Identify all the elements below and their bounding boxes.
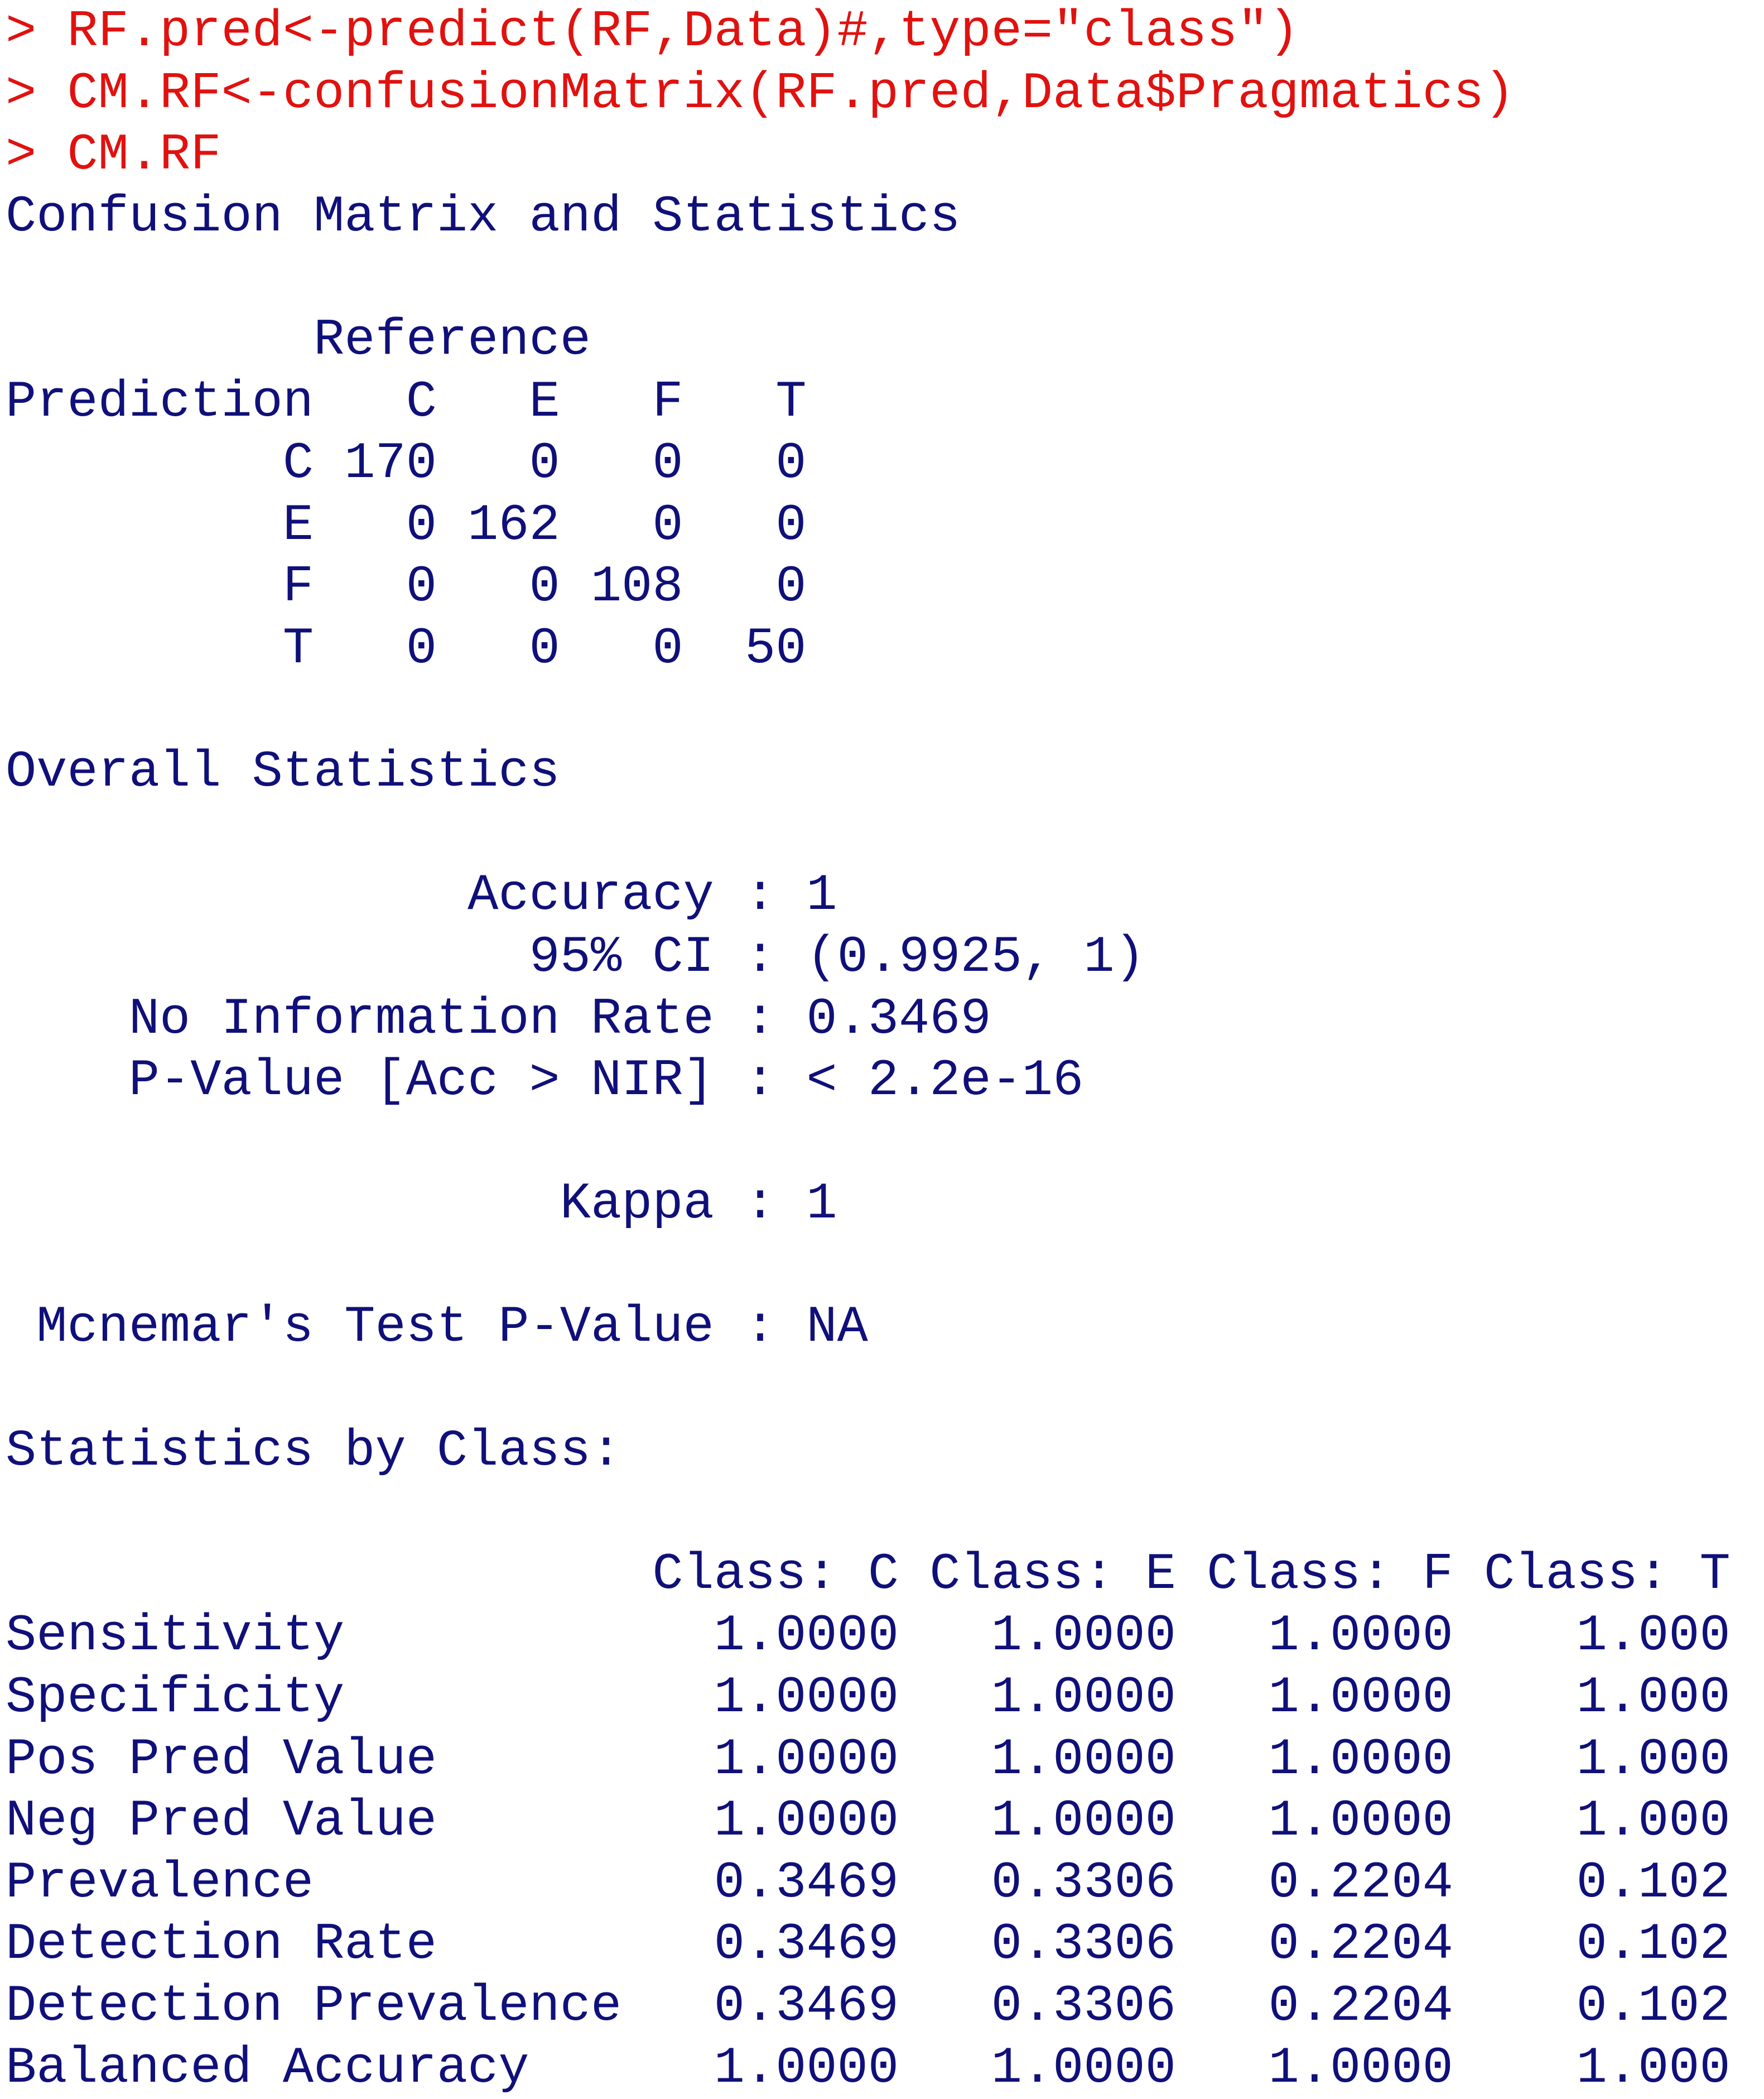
matrix-prediction-header: Prediction C E F T	[6, 372, 807, 431]
blank-line	[6, 680, 1763, 742]
blank-line	[6, 1235, 1763, 1297]
blank-line	[6, 1112, 1763, 1174]
class-column-header: Class: C Class: E Class: F Class: T	[6, 1544, 1731, 1604]
class-row-specificity: Specificity 1.0000 1.0000 1.0000 1.000	[6, 1668, 1731, 1727]
blank-line	[6, 1359, 1763, 1421]
stat-kappa: Kappa : 1	[6, 1174, 837, 1234]
stat-mcnemar-p-value: Mcnemar's Test P-Value : NA	[6, 1298, 868, 1357]
blank-line	[6, 803, 1763, 865]
stat-p-value: P-Value [Acc > NIR] : < 2.2e-16	[6, 1051, 1084, 1110]
stat-no-information-rate: No Information Rate : 0.3469	[6, 989, 991, 1048]
console-command-print: > CM.RF	[6, 126, 221, 185]
class-row-pos-pred-value: Pos Pred Value 1.0000 1.0000 1.0000 1.000	[6, 1730, 1731, 1789]
statistics-by-class-heading: Statistics by Class:	[6, 1421, 622, 1480]
stat-confidence-interval: 95% CI : (0.9925, 1)	[6, 927, 1145, 986]
blank-line	[6, 1482, 1763, 1544]
class-row-sensitivity: Sensitivity 1.0000 1.0000 1.0000 1.000	[6, 1606, 1731, 1665]
class-row-detection-rate: Detection Rate 0.3469 0.3306 0.2204 0.102	[6, 1915, 1731, 1974]
class-row-detection-prevalence: Detection Prevalence 0.3469 0.3306 0.2204 0.102	[6, 1977, 1731, 2035]
class-row-prevalence: Prevalence 0.3469 0.3306 0.2204 0.102	[6, 1853, 1731, 1912]
matrix-row-e: E 0 162 0 0	[6, 495, 807, 555]
class-row-balanced-accuracy: Balanced Accuracy 1.0000 1.0000 1.0000 1.000	[6, 2038, 1731, 2097]
console-command-predict: > RF.pred<-predict(RF,Data)#,type="class")	[6, 2, 1299, 61]
output-title: Confusion Matrix and Statistics	[6, 187, 961, 246]
matrix-row-c: C 170 0 0 0	[6, 434, 807, 493]
r-console-output	[6, 1, 1763, 2099]
blank-line	[6, 248, 1763, 310]
stat-accuracy: Accuracy : 1	[6, 866, 837, 925]
console-command-confusion-matrix: > CM.RF<-confusionMatrix(RF.pred,Data$Pragmatics)	[6, 64, 1515, 123]
matrix-row-t: T 0 0 0 50	[6, 619, 807, 678]
class-row-neg-pred-value: Neg Pred Value 1.0000 1.0000 1.0000 1.000	[6, 1792, 1731, 1851]
overall-statistics-heading: Overall Statistics	[6, 743, 560, 802]
matrix-row-f: F 0 0 108 0	[6, 557, 807, 617]
matrix-reference-header: Reference	[6, 310, 591, 369]
